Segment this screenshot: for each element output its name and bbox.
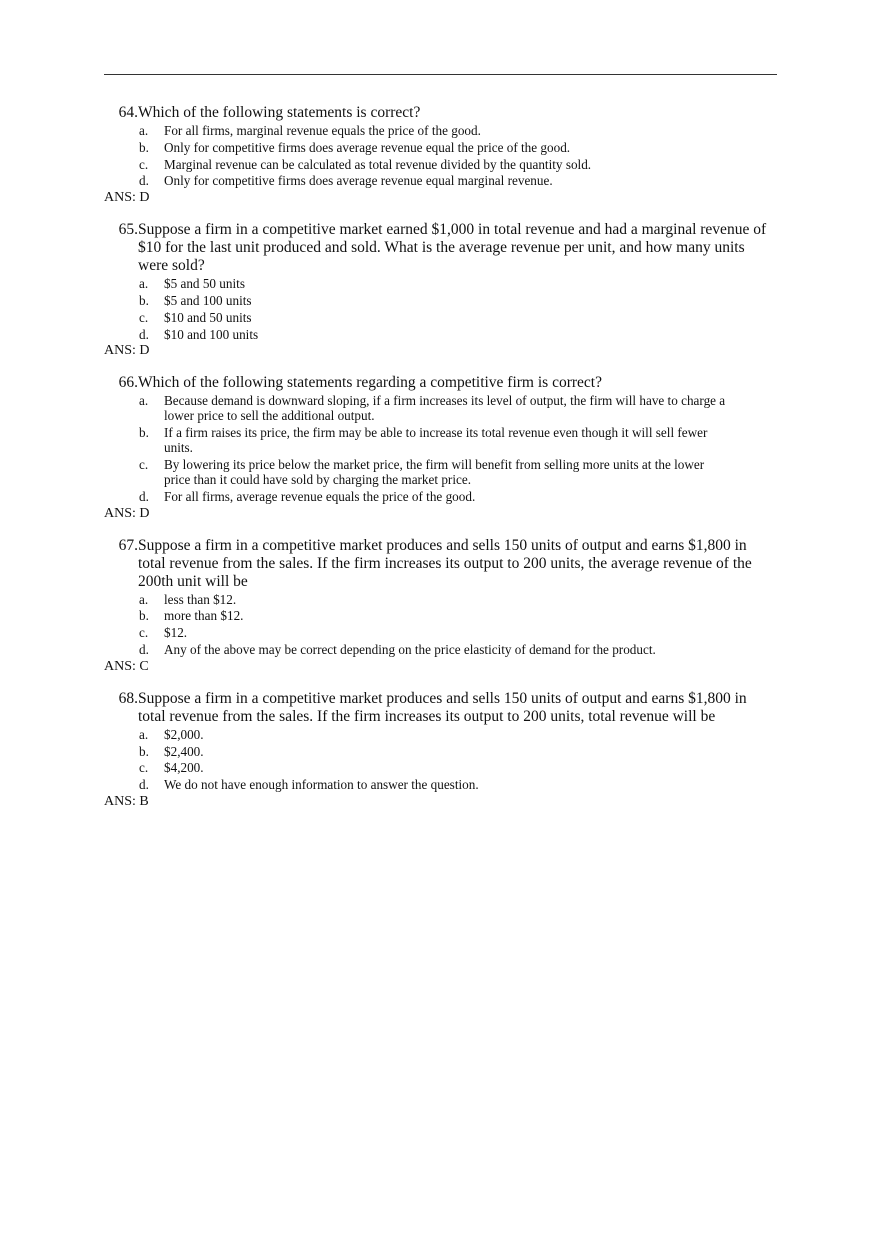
question-stem	[104, 690, 776, 726]
question-64	[104, 104, 776, 206]
question-number: 66.	[118, 374, 138, 392]
question-list	[104, 104, 776, 825]
answer-key: ANS: D	[104, 505, 150, 521]
question-67	[104, 537, 776, 675]
option-list	[104, 123, 776, 188]
option-list	[104, 592, 776, 657]
option-c: c. $12.	[139, 625, 188, 641]
answer-key: ANS: B	[104, 793, 149, 809]
question-65	[104, 221, 776, 359]
question-number: 67.	[118, 536, 138, 554]
option-d: d. Any of the above may be correct depending on the price elasticity of demand for the product.	[139, 641, 656, 657]
option-list	[104, 393, 776, 503]
answer-key: ANS: D	[104, 343, 150, 359]
question-stem	[104, 221, 776, 275]
option-c: c. $4,200.	[139, 760, 204, 776]
option-d: d. For all firms, average revenue equals the price of the good.	[139, 488, 476, 504]
option-a: a. $2,000.	[139, 726, 204, 742]
option-b: b. more than $12.	[139, 608, 244, 624]
option-a: a. For all firms, marginal revenue equals the price of the good.	[139, 123, 481, 138]
question-66	[104, 374, 776, 521]
option-a: a. Because demand is downward sloping, if a firm increases its level of output, the firm will have to charge a lower price to sell the additional output.	[139, 393, 726, 424]
option-d: d. $10 and 100 units	[139, 326, 259, 342]
question-number: 65.	[118, 221, 138, 239]
question-text: Which of the following statements regarding a competitive firm is correct?	[138, 374, 602, 392]
question-number: 64.	[118, 104, 138, 121]
question-text: Suppose a firm in a competitive market earned $1,000 in total revenue and had a marginal revenue of $10 for the last unit produced and sold. What is the average revenue per unit, and how many units were sold?	[138, 221, 767, 275]
question-stem	[104, 104, 776, 122]
answer-key: ANS: D	[104, 190, 150, 206]
option-c: c. Marginal revenue can be calculated as total revenue divided by the quantity sold.	[139, 156, 592, 172]
answer-key: ANS: C	[104, 658, 149, 674]
question-text: Suppose a firm in a competitive market produces and sells 150 units of output and earns $1,800 in total revenue from the sales. If the firm increases its output to 200 units, the average revenue of the 200th unit will be	[138, 536, 752, 590]
option-b: b. Only for competitive firms does average revenue equal the price of the good.	[139, 139, 571, 155]
option-list	[104, 727, 776, 792]
question-68	[104, 690, 776, 810]
option-d: d. Only for competitive firms does average revenue equal marginal revenue.	[139, 173, 553, 189]
header-rule	[104, 74, 777, 75]
question-text: Suppose a firm in a competitive market produces and sells 150 units of output and earns $1,800 in total revenue from the sales. If the firm increases its output to 200 units, total revenue will be	[138, 689, 747, 725]
option-b: b. $2,400.	[139, 743, 204, 759]
question-stem	[104, 374, 776, 392]
option-c: c. $10 and 50 units	[139, 309, 252, 325]
option-d: d. We do not have enough information to answer the question.	[139, 777, 479, 793]
question-stem	[104, 537, 776, 591]
question-number: 68.	[118, 689, 138, 707]
option-a: a. less than $12.	[139, 591, 237, 607]
option-b: b. If a firm raises its price, the firm may be able to increase its total revenue even though it will sell fewer units.	[139, 425, 708, 456]
option-a: a. $5 and 50 units	[139, 276, 245, 292]
option-b: b. $5 and 100 units	[139, 292, 252, 308]
option-list	[104, 276, 776, 341]
question-text: Which of the following statements is correct?	[138, 104, 421, 121]
option-c: c. By lowering its price below the market price, the firm will benefit from selling more units at the lower price than it could have sold by charging the market price.	[139, 456, 705, 487]
